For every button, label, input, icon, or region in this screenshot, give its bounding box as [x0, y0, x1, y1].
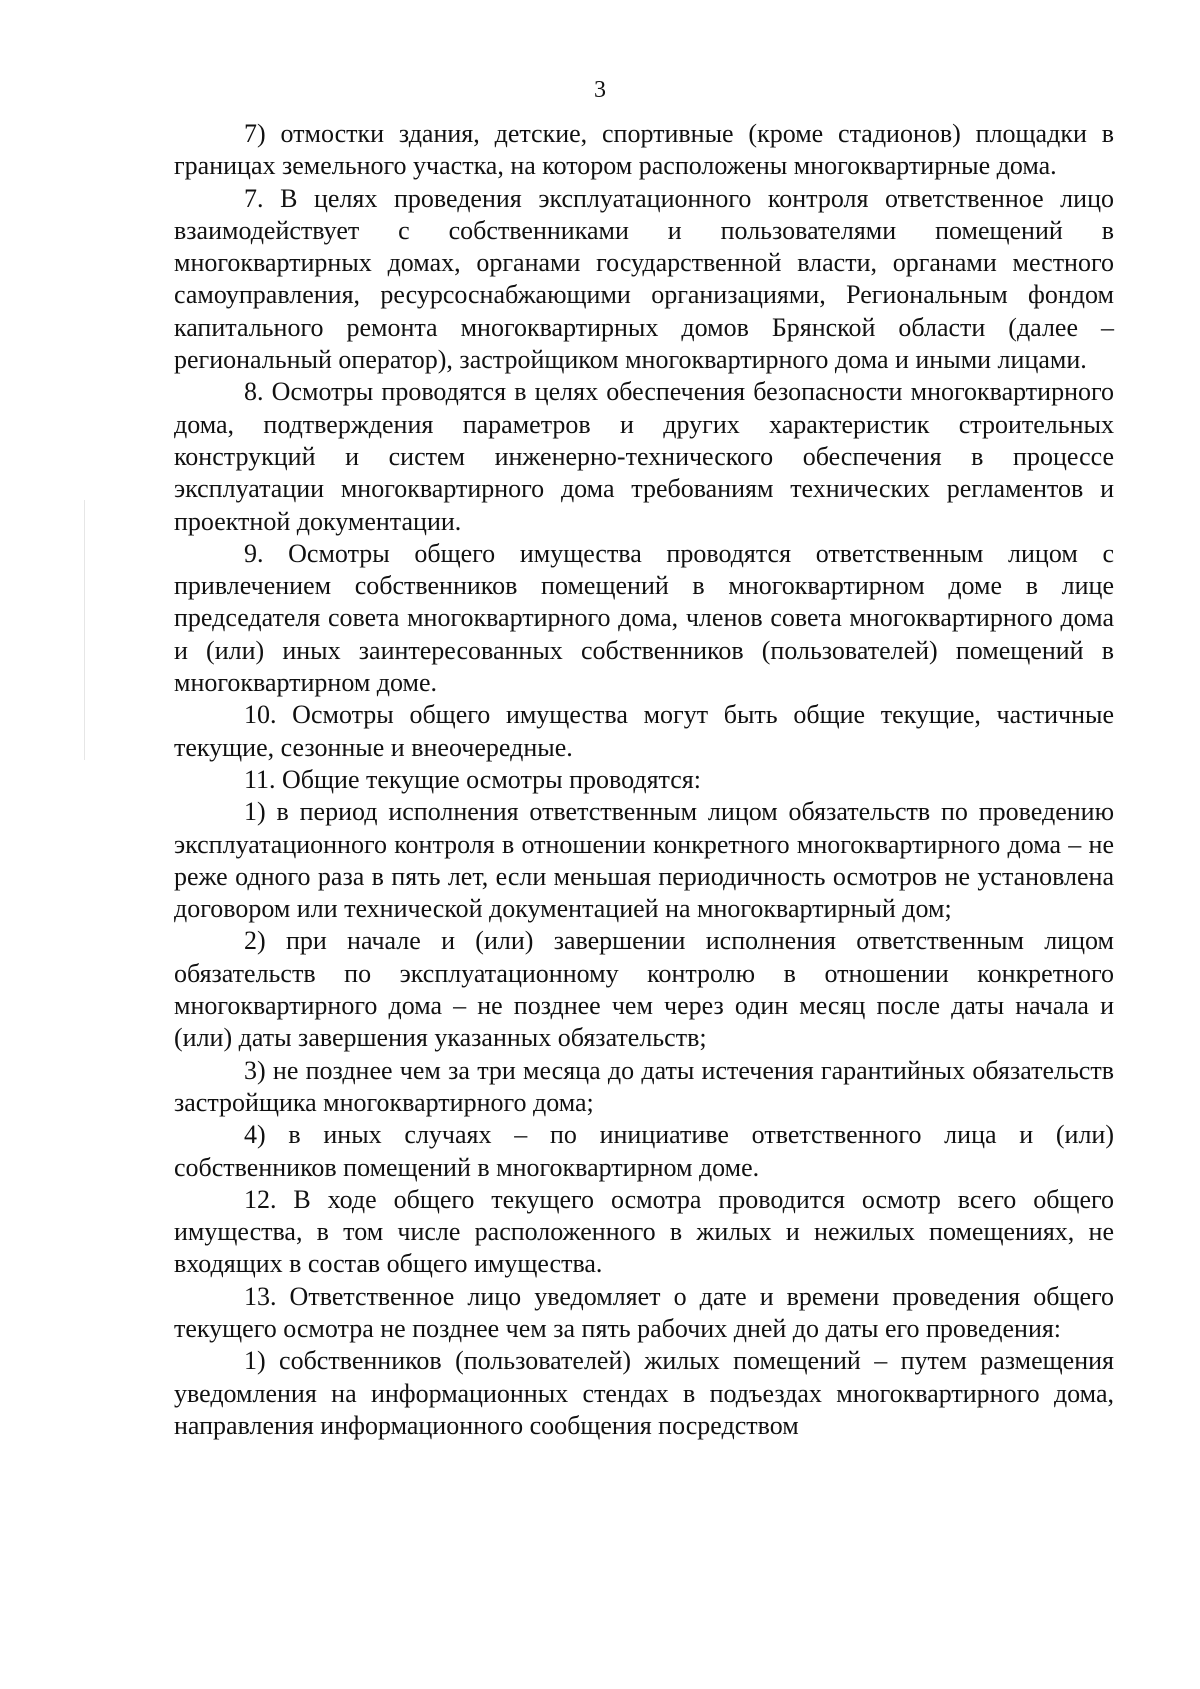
paragraph-10: 10. Осмотры общего имущества могут быть общие текущие, частичные текущие, сезонные и внеочередные. — [174, 700, 1114, 762]
page-number: 3 — [594, 77, 606, 103]
paragraph-11-item-1: 1) в период исполнения ответственным лицом обязательств по проведению эксплуатационного контроля в отношении конкретного многоквартирного дома – не реже одного раза в пять лет, если меньшая периодичность осмотров не установлена договором или технической документацией на многоквартирный дом; — [174, 797, 1114, 924]
paragraph-9: 9. Осмотры общего имущества проводятся ответственным лицом с привлечением собственников помещений в многоквартирном доме в лице председателя совета многоквартирного дома, членов совета многоквартирного дома и (или) иных заинтересованных собственников (пользователей) помещений в многоквартирном доме. — [174, 538, 1114, 698]
paragraph-11-item-2: 2) при начале и (или) завершении исполнения ответственным лицом обязательств по эксплуатационному контролю в отношении конкретного многоквартирного дома – не позднее чем через один месяц после даты начала и (или) даты завершения указанных обязательств; — [174, 926, 1114, 1053]
paragraph-11: 11. Общие текущие осмотры проводятся: — [244, 764, 701, 794]
scan-artifact-line — [84, 500, 85, 760]
paragraph-12: 12. В ходе общего текущего осмотра проводится осмотр всего общего имущества, в том числе расположенного в жилых и нежилых помещениях, не входящих в состав общего имущества. — [174, 1184, 1114, 1279]
paragraph-11-item-3: 3) не позднее чем за три месяца до даты истечения гарантийных обязательств застройщика многоквартирного дома; — [174, 1055, 1114, 1117]
paragraph-7: 7. В целях проведения эксплуатационного контроля ответственное лицо взаимодействует с собственниками и пользователями помещений в многоквартирных домах, органами государственной власти, органами местного самоуправления, ресурсоснабжающими организациями, Региональным фондом капитального ремонта многоквартирных домов Брянской области (далее – региональный оператор), застройщиком многоквартирного дома и иными лицами. — [174, 183, 1114, 375]
paragraph-11-item-4: 4) в иных случаях – по инициативе ответственного лица и (или) собственников помещений в многоквартирном доме. — [174, 1120, 1114, 1182]
document-body — [174, 118, 1114, 1442]
paragraph-item-7-subpoint: 7) отмостки здания, детские, спортивные (кроме стадионов) площадки в границах земельного участка, на котором расположены многоквартирные дома. — [174, 119, 1114, 181]
paragraph-13: 13. Ответственное лицо уведомляет о дате и времени проведения общего текущего осмотра не позднее чем за пять рабочих дней до даты его проведения: — [174, 1281, 1114, 1343]
paragraph-8: 8. Осмотры проводятся в целях обеспечения безопасности многоквартирного дома, подтверждения параметров и других характеристик строительных конструкций и систем инженерно-технического обеспечения в процессе эксплуатации многоквартирного дома требованиям технических регламентов и проектной документации. — [174, 377, 1114, 536]
paragraph-13-item-1: 1) собственников (пользователей) жилых помещений – путем размещения уведомления на информационных стендах в подъездах многоквартирного дома, направления информационного сообщения посредством — [174, 1346, 1114, 1440]
